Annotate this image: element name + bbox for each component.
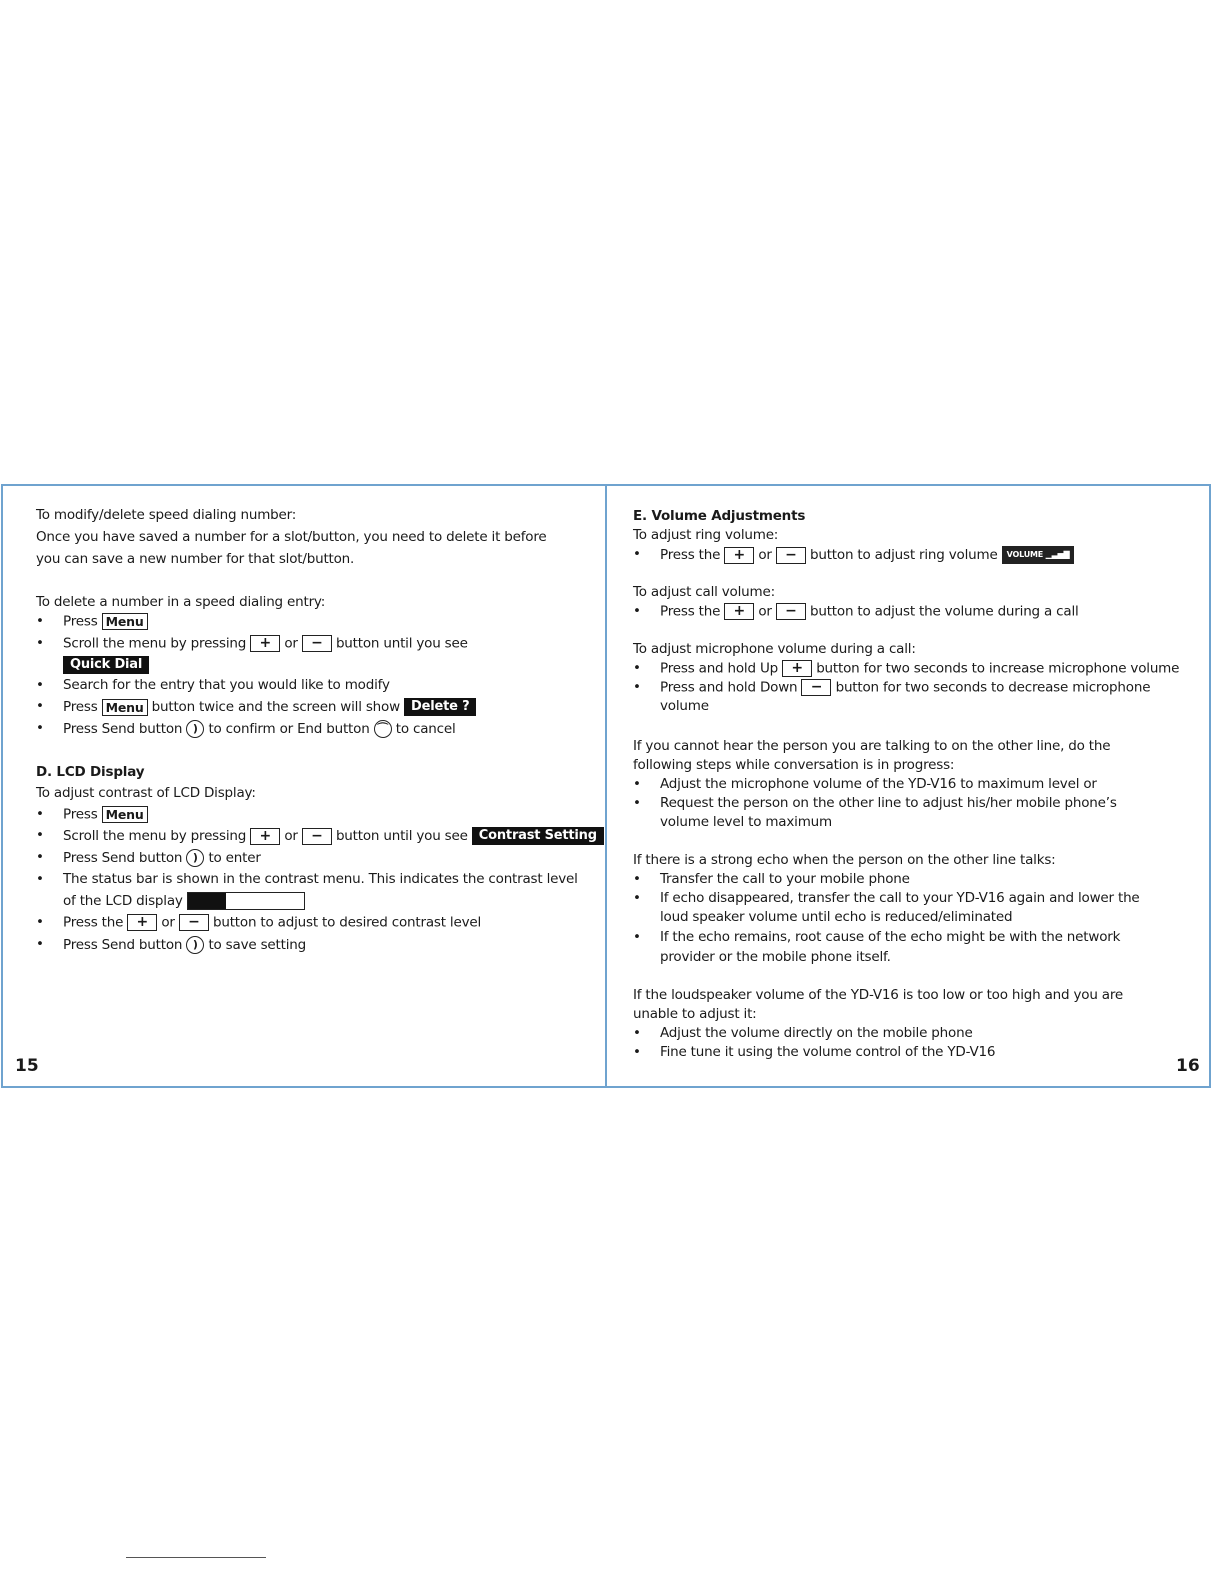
list-item: • Request the person on the other line to adjust his/her mobile phone’s [633, 795, 1117, 811]
page-number: 16 [1176, 1056, 1200, 1076]
contrast-status-bar [187, 892, 305, 910]
list-item: • Press Menu [63, 806, 148, 823]
list-item: • Press Menu button twice and the screen will show Delete ? [63, 698, 476, 716]
paragraph-line: If you cannot hear the person you are talking to on the other line, do the [633, 738, 1111, 754]
page-number: 15 [15, 1056, 39, 1076]
section-e-heading: E. Volume Adjustments [633, 508, 806, 524]
list-item-cont: volume level to maximum [660, 814, 832, 830]
contrast-setting-label: Contrast Setting [472, 827, 604, 845]
plus-key: + [127, 914, 157, 931]
list-item: • Press the + or − button to adjust the volume during a call [633, 603, 1079, 620]
delete-label: Delete ? [404, 698, 476, 716]
call-intro: To adjust call volume: [633, 584, 775, 600]
menu-key: Menu [102, 613, 148, 630]
contrast-intro: To adjust contrast of LCD Display: [36, 785, 256, 801]
plus-key: + [724, 547, 754, 564]
mic-intro: To adjust microphone volume during a call: [633, 641, 916, 657]
list-item: • Adjust the microphone volume of the YD-V16 to maximum level or [633, 776, 1097, 792]
list-item: • Press the + or − button to adjust ring volume VOLUME ▁▃▅▇ [660, 546, 1074, 564]
ring-intro: To adjust ring volume: [633, 527, 779, 543]
plus-key: + [724, 603, 754, 620]
list-item: • Press and hold Down − button for two seconds to decrease microphone [633, 679, 1151, 696]
contrast-fill [188, 893, 226, 909]
modify-heading: To modify/delete speed dialing number: [36, 507, 297, 523]
list-item: • If echo disappeared, transfer the call to your YD-V16 again and lower the [633, 890, 1140, 906]
page-divider [605, 484, 607, 1088]
list-item: • Scroll the menu by pressing + or − button until you see Contrast Setting [63, 827, 604, 845]
list-item: • Press the + or − button to adjust to desired contrast level [36, 914, 482, 931]
list-item-cont: volume [660, 698, 709, 714]
paragraph-line: you can save a new number for that slot/button. [36, 551, 355, 567]
delete-intro: To delete a number in a speed dialing entry: [36, 594, 326, 610]
send-button-icon: ) [186, 849, 204, 867]
list-item: • Transfer the call to your mobile phone [633, 871, 910, 887]
list-item: • Press Send button ) to confirm or End button ⌒ to cancel [36, 720, 456, 737]
section-d-heading: D. LCD Display [36, 764, 145, 780]
paragraph-line: following steps while conversation is in progress: [633, 757, 955, 773]
paragraph-line: If the loudspeaker volume of the YD-V16 is too low or too high and you are [633, 987, 1124, 1003]
send-button-icon: ) [186, 720, 204, 738]
list-item-cont: provider or the mobile phone itself. [660, 949, 891, 965]
paragraph-line: unable to adjust it: [633, 1006, 757, 1022]
menu-key: Menu [102, 806, 148, 823]
list-item-cont: loud speaker volume until echo is reduced/eliminated [660, 909, 1013, 925]
list-item: • Fine tune it using the volume control of the YD-V16 [633, 1044, 996, 1060]
minus-key: − [302, 828, 332, 845]
footnote-rule [126, 1557, 266, 1558]
end-button-icon: ⌒ [374, 720, 392, 738]
list-item: • Press Send button ) to enter [36, 849, 261, 866]
list-item: • Press and hold Up + button for two seconds to increase microphone volume [633, 660, 1180, 677]
echo-intro: If there is a strong echo when the person on the other line talks: [633, 852, 1056, 868]
list-item: • Press Send button ) to save setting [36, 936, 306, 953]
plus-key: + [250, 635, 280, 652]
list-item: • Search for the entry that you would like to modify [36, 677, 390, 693]
list-item: • If the echo remains, root cause of the echo might be with the network [633, 929, 1121, 945]
list-item: • Adjust the volume directly on the mobile phone [633, 1025, 973, 1041]
list-item: • The status bar is shown in the contrast menu. This indicates the contrast level [36, 871, 578, 887]
quick-dial-label: Quick Dial [63, 656, 149, 674]
menu-key: Menu [102, 699, 148, 716]
plus-key: + [782, 660, 812, 677]
minus-key: − [302, 635, 332, 652]
paragraph-line: Once you have saved a number for a slot/button, you need to delete it before [36, 529, 547, 545]
list-item-cont: of the LCD display [63, 892, 305, 910]
volume-indicator: VOLUME ▁▃▅▇ [1002, 546, 1075, 564]
minus-key: − [801, 679, 831, 696]
minus-key: − [179, 914, 209, 931]
minus-key: − [776, 603, 806, 620]
list-item: • Scroll the menu by pressing + or − button until you see [36, 635, 468, 652]
send-button-icon: ) [186, 936, 204, 954]
plus-key: + [250, 828, 280, 845]
list-item: • Press Menu [63, 613, 148, 630]
minus-key: − [776, 547, 806, 564]
lcd-label [63, 656, 149, 674]
